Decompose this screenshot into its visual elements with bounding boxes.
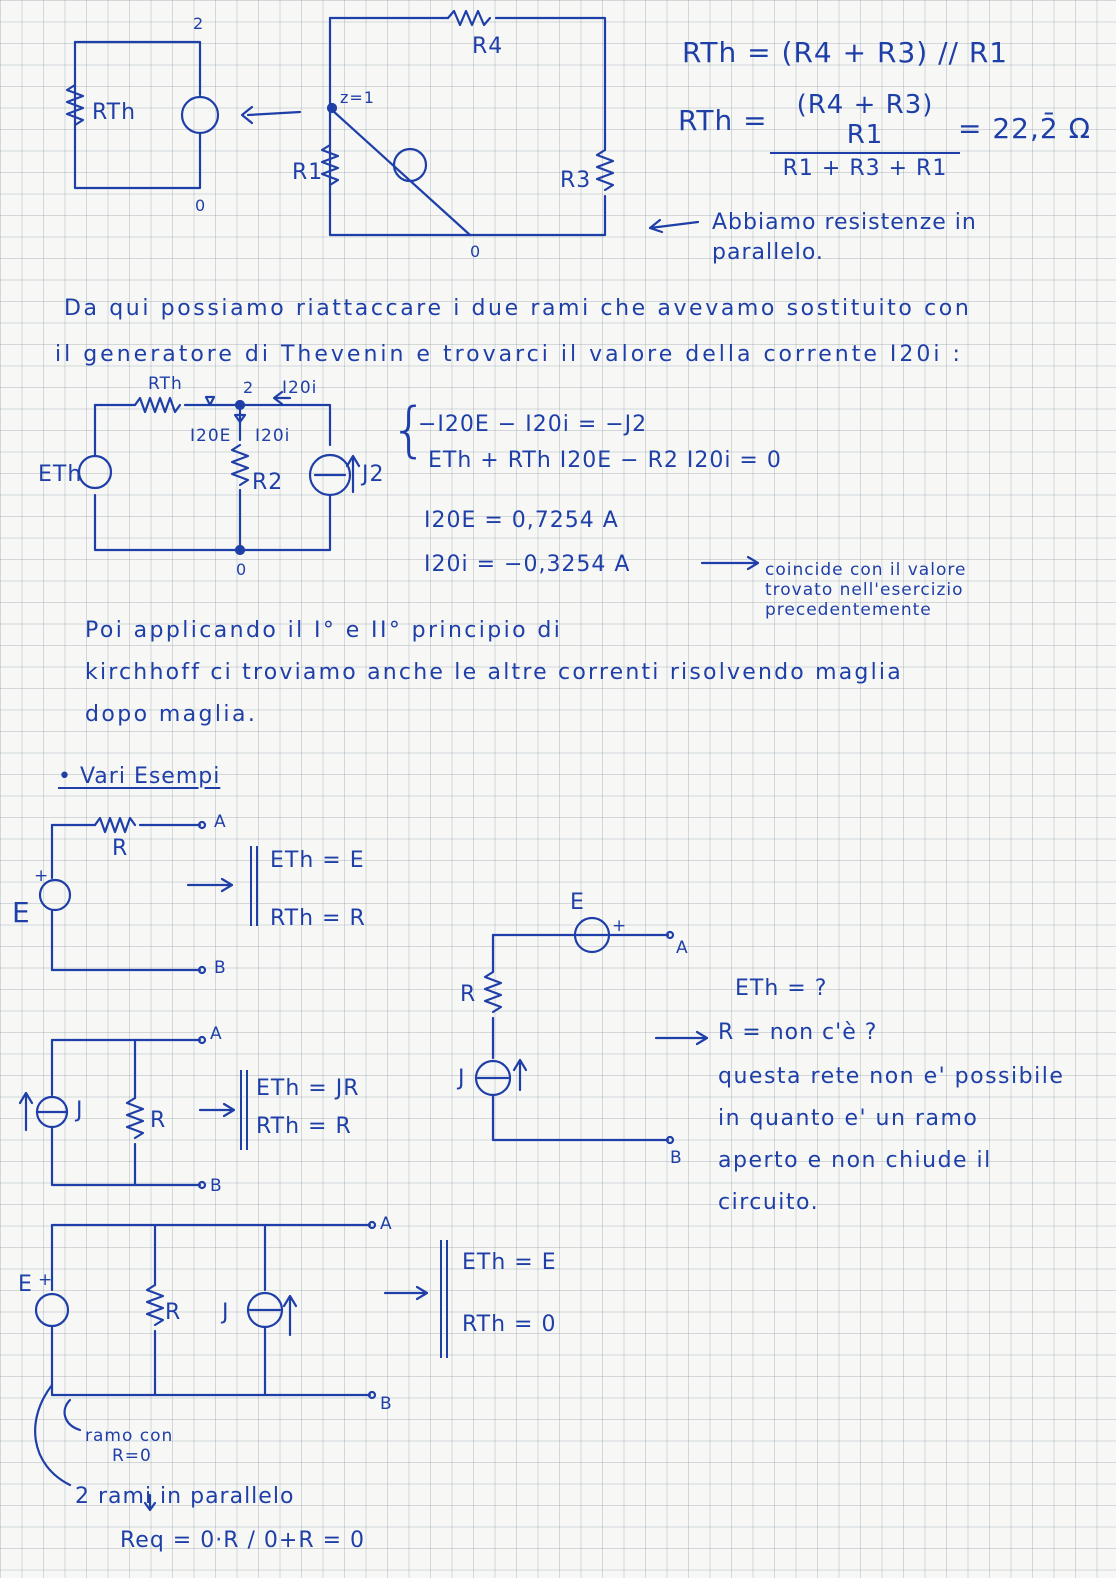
node-label-z1: z=1: [340, 88, 375, 107]
node-label-0: 0: [195, 196, 207, 215]
system-eq2: ETh + RTh I20E − R2 I20i = 0: [428, 448, 782, 473]
d2-i20i-top-label: I20i: [282, 378, 318, 398]
paragraph2-line3: dopo maglia.: [85, 702, 258, 727]
d2-i20e-label: I20E: [190, 426, 232, 446]
ex3-note-parallel: 2 rami in parallelo: [75, 1484, 295, 1509]
ex3-double-bar: [440, 1240, 448, 1358]
ex4-j-label: J: [458, 1066, 466, 1091]
ex2-rth-result: RTh = R: [256, 1114, 352, 1139]
ex3-rth-result: RTh = 0: [462, 1312, 557, 1337]
ex3-note-ramo-line1: ramo con: [85, 1426, 174, 1446]
ex1-rth-result: RTh = R: [270, 906, 366, 931]
rth-formula-lhs: RTh =: [678, 104, 768, 137]
ex1-eth-result: ETh = E: [270, 848, 365, 873]
node-label-2: 2: [193, 14, 205, 33]
coincide-note-line3: precedentemente: [765, 600, 932, 620]
ex2-eth-result: ETh = JR: [256, 1076, 360, 1101]
rth-label: RTh: [92, 100, 137, 125]
example2-circuit: [20, 1037, 234, 1188]
solution-i20i: I20i = −0,3254 A: [424, 552, 631, 577]
ex3-note-ramo-line2: R=0: [112, 1446, 152, 1466]
ex1-double-bar: [250, 846, 258, 926]
ex3-r-label: R: [165, 1300, 182, 1325]
d2-j2-label: J2: [362, 462, 385, 487]
ex1-terminal-b: B: [214, 958, 227, 978]
coincide-note-line2: trovato nell'esercizio: [765, 580, 964, 600]
system-brace: {: [390, 395, 429, 465]
paragraph1-line1: Da qui possiamo riattaccare i due rami che avevamo sostituito con: [64, 296, 972, 321]
ex2-j-label: J: [76, 1098, 84, 1123]
rth-fraction-numerator: (R4 + R3) R1: [770, 90, 960, 154]
ex1-terminal-a: A: [214, 812, 227, 832]
example3-circuit: [35, 1222, 427, 1510]
d2-r2-label: R2: [252, 470, 284, 495]
ex4-text-line2: in quanto e' un ramo: [718, 1106, 979, 1131]
ex4-eth-question: ETh = ?: [735, 976, 828, 1001]
coincide-note-line1: coincide con il valore: [765, 560, 967, 580]
ex3-eth-result: ETh = E: [462, 1250, 557, 1275]
r3-label: R3: [560, 168, 592, 193]
solution-i20e: I20E = 0,7254 A: [424, 508, 619, 533]
note-parallel-line2: parallelo.: [712, 240, 824, 265]
rth-fraction: [770, 90, 960, 181]
d2-i20i-mid-label: I20i: [255, 426, 291, 446]
rth-formula-line1: RTh = (R4 + R3) // R1: [682, 36, 1009, 69]
ex4-r-label: R: [460, 982, 477, 1007]
ex3-terminal-a: A: [380, 1214, 393, 1234]
ex4-plus-sign: +: [612, 916, 628, 936]
ex3-req-formula: Req = 0·R / 0+R = 0: [120, 1528, 366, 1553]
ex2-double-bar: [240, 1070, 248, 1150]
ex4-e-label: E: [570, 890, 585, 915]
example4-circuit: [476, 918, 707, 1143]
d2-rth-label: RTh: [148, 374, 183, 394]
resistor-network-circuit: [322, 11, 698, 235]
r4-label: R4: [472, 34, 504, 59]
r1-label: R1: [292, 160, 324, 185]
ex4-terminal-b: B: [670, 1148, 683, 1168]
ex4-text-line4: circuito.: [718, 1190, 820, 1215]
d2-node-2: 2: [243, 378, 255, 397]
paragraph2-line2: kirchhoff ci troviamo anche le altre correnti risolvendo maglia: [85, 660, 903, 685]
node-label-0b: 0: [470, 242, 482, 261]
ex3-j-label: J: [222, 1300, 230, 1325]
ex2-terminal-b: B: [210, 1176, 223, 1196]
ex3-terminal-b: B: [380, 1394, 393, 1414]
ex2-terminal-a: A: [210, 1024, 223, 1044]
ex4-terminal-a: A: [676, 938, 689, 958]
ex4-r-question: R = non c'è ?: [718, 1020, 878, 1045]
rth-fraction-denominator: R1 + R3 + R1: [782, 156, 948, 181]
ex4-text-line1: questa rete non e' possibile: [718, 1064, 1065, 1089]
d2-eth-label: ETh: [38, 462, 83, 487]
ex1-plus-sign: +: [34, 866, 50, 886]
rth-result: = 22,2̄ Ω: [958, 112, 1092, 145]
paragraph1-line2: il generatore di Thevenin e trovarci il valore della corrente I20i :: [55, 342, 963, 367]
ex1-e-label: E: [12, 896, 31, 929]
note-parallel-line1: Abbiamo resistenze in: [712, 210, 977, 235]
system-eq1: −I20E − I20i = −J2: [418, 412, 648, 437]
paragraph2-line1: Poi applicando il I° e II° principio di: [85, 618, 563, 643]
section-title-vari-esempi: • Vari Esempi: [58, 764, 221, 789]
ex2-r-label: R: [150, 1108, 167, 1133]
example1-circuit: [40, 818, 232, 973]
ex3-plus-sign: +: [38, 1270, 54, 1290]
ex1-r-label: R: [112, 836, 129, 861]
d2-node-0: 0: [236, 560, 248, 579]
ex4-text-line3: aperto e non chiude il: [718, 1148, 992, 1173]
ex3-e-label: E: [18, 1272, 33, 1297]
